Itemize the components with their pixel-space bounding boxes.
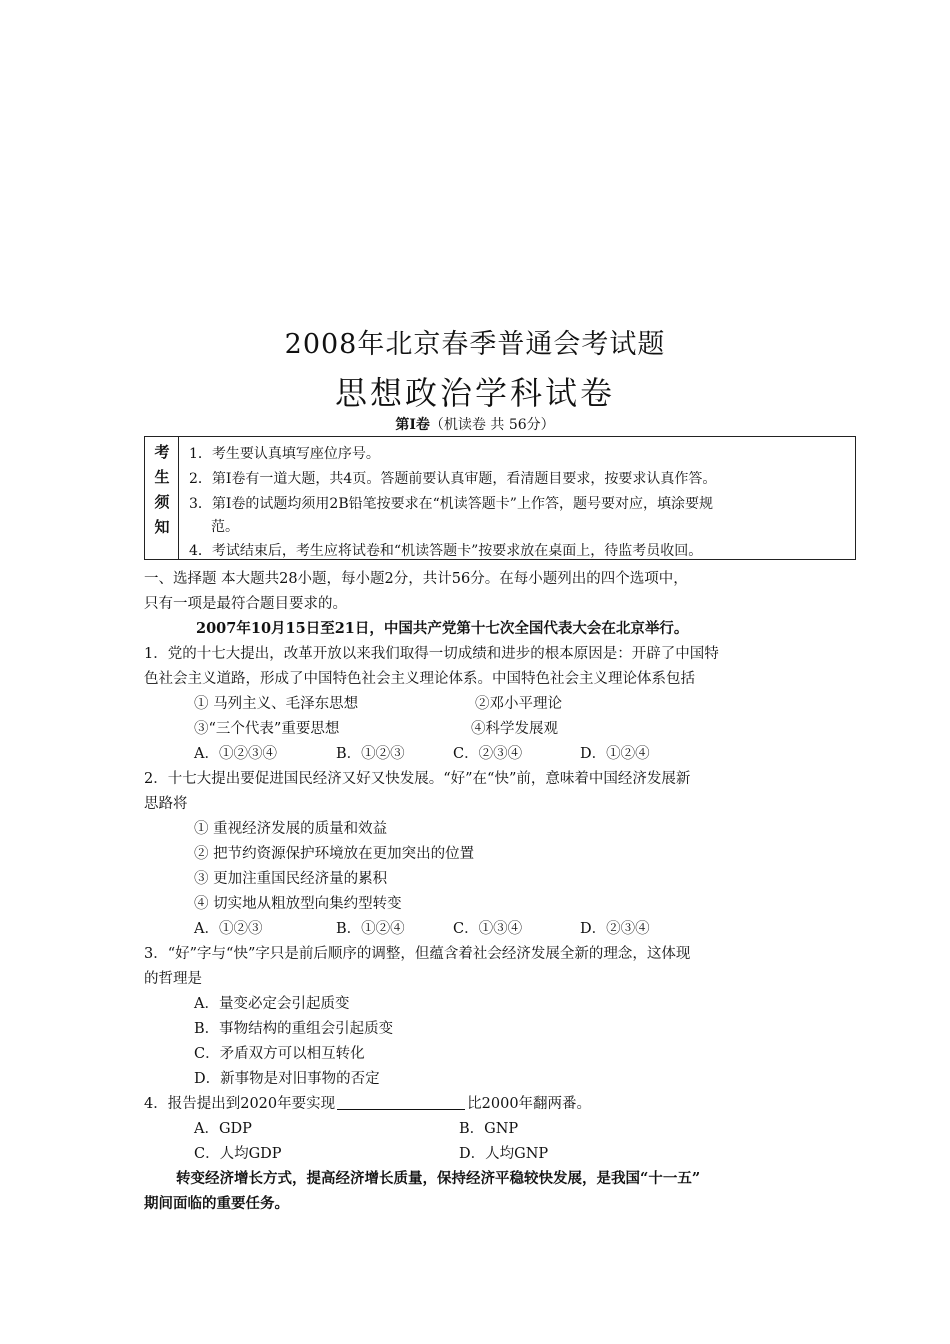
q1-option-b: B．①②③ (336, 746, 405, 762)
section-instructions-line2: 只有一项是最符合题目要求的。 (144, 596, 347, 612)
q1-option-c: C．②③④ (453, 746, 523, 762)
q4-stem-after: 比2000年翻两番。 (467, 1096, 592, 1112)
q2-option-d: D．②③④ (580, 921, 650, 937)
q4-option-d: D．人均GNP (459, 1146, 549, 1162)
q1-item: ④科学发展观 (471, 721, 558, 737)
q2-stem-line2: 思路将 (144, 796, 188, 812)
q1-item: ③“三个代表”重要思想 (194, 721, 340, 737)
q4-option-a: A．GDP (194, 1121, 252, 1137)
q2-option-c: C．①③④ (453, 921, 523, 937)
q3-option-b: B．事物结构的重组会引起质变 (194, 1021, 394, 1037)
notice-item: 2．第Ⅰ卷有一道大题，共4页。答题前要认真审题，看清题目要求，按要求认真作答。 (189, 471, 717, 487)
section-instructions-line1: 一、选择题 本大题共28小题，每小题2分，共计56分。在每小题列出的四个选项中， (144, 571, 688, 587)
intro-material-1: 2007年10月15日至21日，中国共产党第十七次全国代表大会在北京举行。 (196, 620, 689, 637)
notice-item: 4．考试结束后，考生应将试卷和“机读答题卡”按要求放在桌面上，待监考员收回。 (189, 543, 703, 559)
q4-option-b: B．GNP (459, 1121, 519, 1137)
exam-subtitle: 思想政治学科试卷 (334, 374, 615, 412)
q2-item: ③ 更加注重国民经济量的累积 (194, 871, 388, 887)
candidate-notice-box (144, 436, 856, 560)
notice-label-char: 知 (154, 518, 170, 536)
q1-stem-line2: 色社会主义道路，形成了中国特色社会主义理论体系。中国特色社会主义理论体系包括 (144, 671, 695, 687)
notice-item: 1．考生要认真填写座位序号。 (189, 446, 380, 462)
notice-label-char: 须 (154, 493, 170, 511)
notice-label (145, 437, 179, 559)
q4-option-c: C．人均GDP (194, 1146, 282, 1162)
q1-option-a: A．①②③④ (194, 746, 277, 762)
q3-option-c: C．矛盾双方可以相互转化 (194, 1046, 365, 1062)
q3-option-a: A．量变必定会引起质变 (194, 996, 350, 1012)
q1-option-d: D．①②④ (580, 746, 650, 762)
q3-option-d: D．新事物是对旧事物的否定 (194, 1071, 380, 1087)
notice-item: 3．第Ⅰ卷的试题均须用2B铅笔按要求在“机读答题卡”上作答，题号要对应，填涂要规 (189, 496, 713, 512)
intro-material-2-line1: 转变经济增长方式，提高经济增长质量，保持经济平稳较快发展，是我国“十一五” (176, 1170, 701, 1187)
q1-item: ②邓小平理论 (475, 696, 562, 712)
q2-stem-line1: 2．十七大提出要促进国民经济又好又快发展。“好”在“快”前，意味着中国经济发展新 (144, 771, 691, 787)
q2-item: ② 把节约资源保护环境放在更加突出的位置 (194, 846, 475, 862)
q3-stem-line2: 的哲理是 (144, 971, 202, 987)
exam-title: 2008年北京春季普通会考试题 (284, 329, 666, 360)
notice-item: 范。 (211, 519, 239, 535)
q1-item: ① 马列主义、毛泽东思想 (194, 696, 359, 712)
q2-option-b: B．①②④ (336, 921, 405, 937)
q4-stem (144, 1092, 591, 1113)
part-label: 第Ⅰ卷 (395, 417, 430, 433)
notice-label-char: 生 (154, 468, 170, 486)
q2-item: ① 重视经济发展的质量和效益 (194, 821, 388, 837)
q3-stem-line1: 3．“好”字与“快”字只是前后顺序的调整，但蕴含着社会经济发展全新的理念，这体现 (144, 946, 691, 962)
q2-option-a: A．①②③ (194, 921, 263, 937)
intro-material-2-line2: 期间面临的重要任务。 (144, 1195, 289, 1212)
q2-item: ④ 切实地从粗放型向集约型转变 (194, 896, 402, 912)
q1-stem-line1: 1．党的十七大提出，改革开放以来我们取得一切成绩和进步的根本原因是：开辟了中国特 (144, 646, 719, 662)
q4-stem-before: 4．报告提出到2020年要实现 (144, 1096, 336, 1112)
part-note: （机读卷 共 56分） (429, 417, 555, 433)
part-heading (0, 414, 950, 434)
q4-answer-blank (337, 1095, 465, 1110)
notice-label-char: 考 (154, 443, 170, 461)
